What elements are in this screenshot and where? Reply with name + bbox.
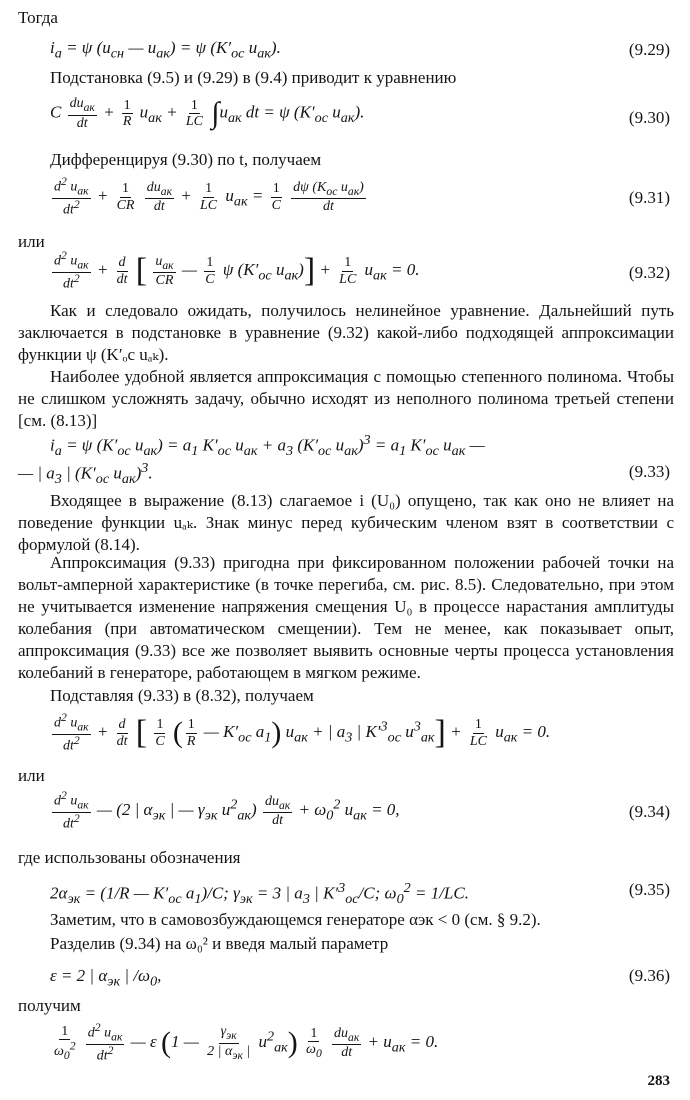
equation-9-32: $\frac{d^2 u_{ак}}{dt^2}$ + $\frac{d}{dt}$ [ $\frac{u_{ак}}{CR}$ — $\frac{1}{C}$ ψ ($K'_{ос}$ $u_{ак}$)] + $\frac{1}{LC}$ $u_{ак} = 0$. (54, 249, 420, 292)
eq-number-9-30: (9.30) (628, 108, 670, 127)
text-togda: Тогда (18, 8, 58, 27)
eq-number-9-32: (9.32) (628, 263, 670, 282)
text-gde: где использованы обозначения (18, 848, 241, 867)
equation-9-35: $2\alpha_{эк} = (1/R$ — $K'_{ос}$ $a_1)/C$; $\gamma_{эк} = 3$ | $a_3$ | $K'^3_{ос}/C$; $\omega_0^2 = 1/LC$. (50, 880, 469, 908)
text-podstavlyaya: Подставляя (9.33) в (8.32), получаем (50, 686, 314, 705)
equation-after-8-32: $\frac{d^2 u_{ак}}{dt^2}$ + $\frac{d}{dt}$ [ $\frac{1}{C}$ ( $\frac{1}{R}$ — $K'_{ос}$ $a_1$) $u_{ак}$ + | $a_3$ | $K'^3_{ос}$ $u^3_{ак}$] + $\frac{1}{LC}$ $u_{ак} = 0$. (54, 711, 551, 754)
equation-9-34: $\frac{d^2 u_{ак}}{dt^2}$ — (2 | $\alpha_{эк}$ | — $\gamma_{эк}$ $u^2_{ак}$) $\frac{du_{ак}}{dt}$ + $\omega_0^2$ $u_{ак} = 0$, (54, 789, 400, 832)
equation-9-29: $i_а = \psi$ ($u_{сн}$ — $u_{ак}) = \psi$ ($K'_{ос}$ $u_{ак}$). (50, 38, 281, 62)
eq-number-9-33: (9.33) (628, 462, 670, 481)
eq-number-9-29: (9.29) (628, 40, 670, 59)
equation-9-33-line1: $i_а = \psi$ ($K'_{ос}$ $u_{ак}) = a_1$ $K'_{ос}$ $u_{ак} + a_3$ ($K'_{ос}$ $u_{ак})^3 = a_1$ $K'_{ос}$ $u_{ак}$ — (50, 432, 485, 460)
eq-number-9-34: (9.34) (628, 802, 670, 821)
eq-number-9-35: (9.35) (628, 880, 670, 899)
text-razdeliv: Разделив (9.34) на ω₀² и введя малый параметр (50, 934, 389, 953)
paragraph-3: Входящее в выражение (8.13) слагаемое i (U₀) опущено, так как оно не влияет на поведение функции uₐₖ. Знак минус перед кубическим членом взят в соответствии с формулой (8.14). (18, 491, 674, 555)
paragraph-1: Как и следовало ожидать, получилось нелинейное уравнение. Дальнейший путь заключается в подстановке в уравнение (9.32) какой-либо подходящей аппроксимации функции ψ (K′ₒc uₐₖ). (18, 301, 674, 365)
text-ili-2: или (18, 766, 45, 785)
equation-9-36: ε = 2 | $\alpha_{эк}$ | $/\omega_0$, (50, 966, 162, 990)
equation-final: $\frac{1}{\omega_0^2}$ $\frac{d^2 u_{ак}}{dt^2}$ — ε (1 — $\frac{\gamma_{эк}}{2 | \alpha_{эк} |}$ $u^2_{ак}$) $\frac{1}{\omega_0}$ $\frac{du_{ак}}{dt}$ + $u_{ак} = 0$. (54, 1021, 439, 1064)
text-ili-1: или (18, 232, 45, 251)
equation-9-33-line2: — | $a_3$ | ($K'_{ос}$ $u_{ак})^3$. (18, 460, 153, 488)
paragraph-4: Аппроксимация (9.33) пригодна при фиксированном положении рабочей точки на вольт-амперной характеристике (в точке перегиба, см. рис. 8.5). Следовательно, при этом не учитывается изменение напряжения смещения U₀ в процессе нарастания амплитуды колебания (при автоматическом смещении). Тем не менее, как показывает опыт, аппроксимация (9.33) все же позволяет выявить основные черты процесса установления колебаний в генераторе, работающем в мягком режиме. (18, 553, 674, 683)
paragraph-2: Наиболее удобной является аппроксимация с помощью степенного полинома. Чтобы не слишком усложнять задачу, обычно исходят из неполного полинома третьей степени [см. (8.13)] (18, 367, 674, 431)
page-number: 283 (647, 1073, 670, 1089)
text-podstanovka: Подстановка (9.5) и (9.29) в (9.4) приводит к уравнению (50, 68, 457, 87)
equation-9-31: $\frac{d^2 u_{ак}}{dt^2}$ + $\frac{1}{CR}$ $\frac{du_{ак}}{dt}$ + $\frac{1}{LC}$ $u_{ак}$ = $\frac{1}{C}$ $\frac{d\psi (K_{ос} u_{ак})}{dt}$ (54, 175, 364, 218)
equation-9-30: C $\frac{du_{ак}}{dt}$ + $\frac{1}{R}$ $u_{ак}$ + $\frac{1}{LC}$ $\int u_{ак}$ dt = ψ ($K'_{ос}$ $u_{ак}$). (50, 96, 365, 131)
eq-number-9-31: (9.31) (628, 188, 670, 207)
text-poluchim: получим (18, 996, 81, 1015)
text-zametim: Заметим, что в самовозбуждающемся генераторе αэк < 0 (см. § 9.2). (50, 910, 541, 929)
text-differentsiruya: Дифференцируя (9.30) по t, получаем (50, 150, 322, 169)
eq-number-9-36: (9.36) (628, 966, 670, 985)
